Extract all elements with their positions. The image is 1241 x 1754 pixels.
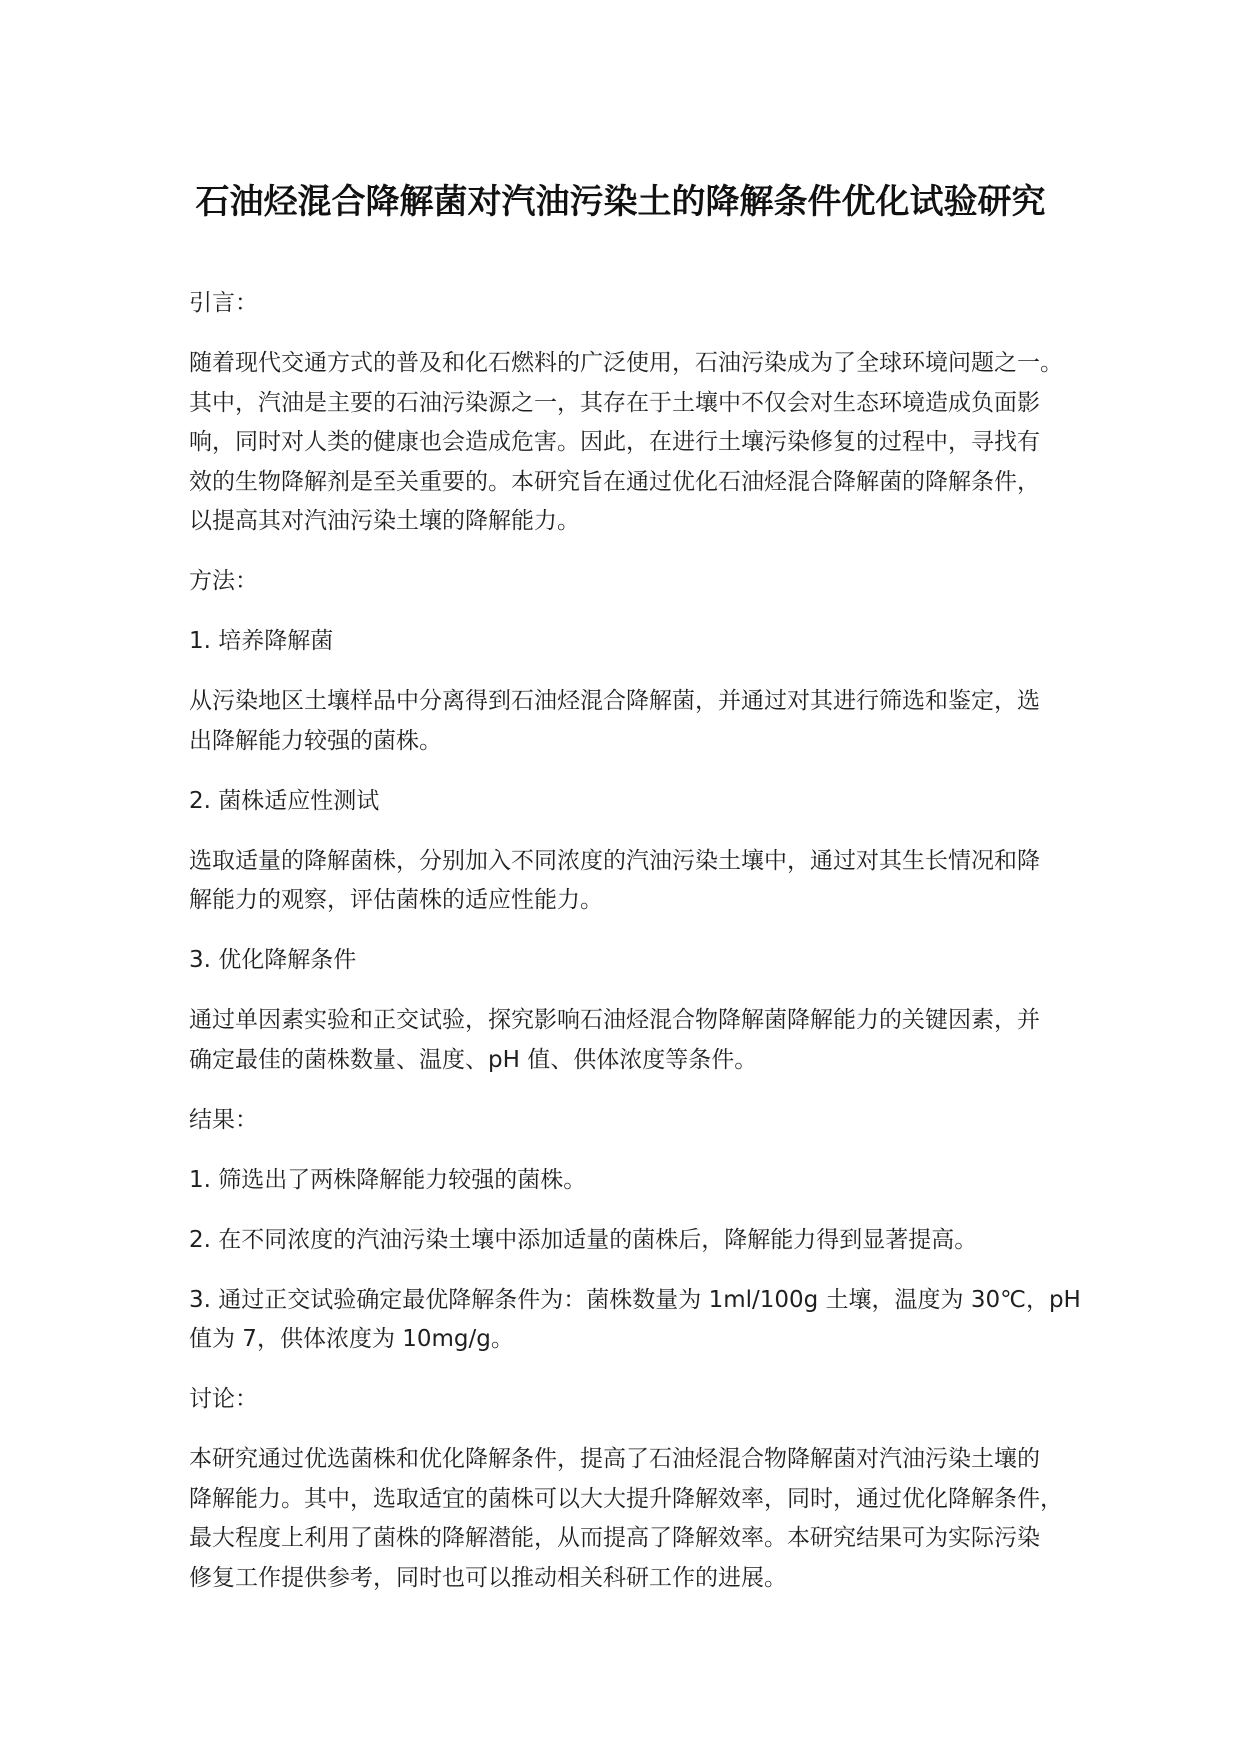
introduction-heading [189,284,1189,324]
paragraph-line: 以提高其对汽油污染土壤的降解能力。 [189,508,580,534]
paragraph-line: 从污染地区土壤样品中分离得到石油烃混合降解菌，并通过对其进行筛选和鉴定，选 [189,688,1040,714]
paragraph-line: 修复工作提供参考，同时也可以推动相关科研工作的进展。 [189,1564,787,1591]
section-heading-methods: 方法： [189,568,258,594]
methods-heading [189,562,1189,602]
section-heading-introduction: 引言： [189,290,258,316]
paragraph-line: 出降解能力较强的菌株。 [189,727,442,754]
paragraph-line: 最大程度上利用了菌株的降解潜能，从而提高了降解效率。本研究结果可为实际污染 [189,1525,1040,1551]
paragraph-line: 随着现代交通方式的普及和化石燃料的广泛使用，石油污染成为了全球环境问题之一。 [189,350,1063,376]
paragraph-line: 其中，汽油是主要的石油污染源之一，其存在于土壤中不仅会对生态环境造成负面影 [189,389,1040,416]
result-item-3-line-2: 值为 7，供体浓度为 10mg/g。 [189,1326,514,1352]
result-item-2: 2. 在不同浓度的汽油污染土壤中添加适量的菌株后，降解能力得到显著提高。 [189,1226,978,1253]
method-step-title [189,622,1189,662]
method-step-paragraph [189,842,1189,921]
document-title: 石油烃混合降解菌对汽油污染土的降解条件优化试验研究 [195,182,1046,222]
paragraph-line: 降解能力。其中，选取适宜的菌株可以大大提升降解效率，同时，通过优化降解条件， [189,1485,1063,1512]
method-step-1-title: 1. 培养降解菌 [189,628,334,654]
introduction-paragraph [189,344,1189,542]
method-step-title [189,941,1189,981]
method-step-paragraph [189,682,1189,761]
paragraph-line: 确定最佳的菌株数量、温度、pH 值、供体浓度等条件。 [189,1046,758,1073]
method-step-paragraph [189,1001,1189,1080]
paragraph-line: 选取适量的降解菌株，分别加入不同浓度的汽油污染土壤中，通过对其生长情况和降 [189,847,1040,874]
paragraph-line: 响，同时对人类的健康也会造成危害。因此，在进行土壤污染修复的过程中，寻找有 [189,429,1040,455]
method-step-title [189,782,1189,822]
discussion-paragraph [189,1440,1189,1598]
result-item-1: 1. 筛选出了两株降解能力较强的菌株。 [189,1166,587,1193]
result-item-3-line-1: 3. 通过正交试验确定最优降解条件为：菌株数量为 1ml/100g 土壤，温度为 30℃，pH [189,1286,1081,1313]
paragraph-line: 通过单因素实验和正交试验，探究影响石油烃混合物降解菌降解能力的关键因素，并 [189,1007,1040,1033]
section-heading-results: 结果： [189,1106,258,1133]
paragraph-line: 本研究通过优选菌株和优化降解条件，提高了石油烃混合物降解菌对汽油污染土壤的 [189,1446,1040,1472]
paragraph-line: 解能力的观察，评估菌株的适应性能力。 [189,887,603,913]
result-item [189,1281,1189,1360]
section-heading-discussion: 讨论： [189,1386,258,1412]
discussion-heading [189,1380,1189,1420]
results-heading [189,1101,1189,1141]
method-step-2-title: 2. 菌株适应性测试 [189,787,380,814]
result-item [189,1161,1189,1201]
result-item [189,1221,1189,1261]
method-step-3-title: 3. 优化降解条件 [189,947,357,973]
paragraph-line: 效的生物降解剂是至关重要的。本研究旨在通过优化石油烃混合降解菌的降解条件， [189,468,1040,495]
document-body [189,284,1189,1619]
